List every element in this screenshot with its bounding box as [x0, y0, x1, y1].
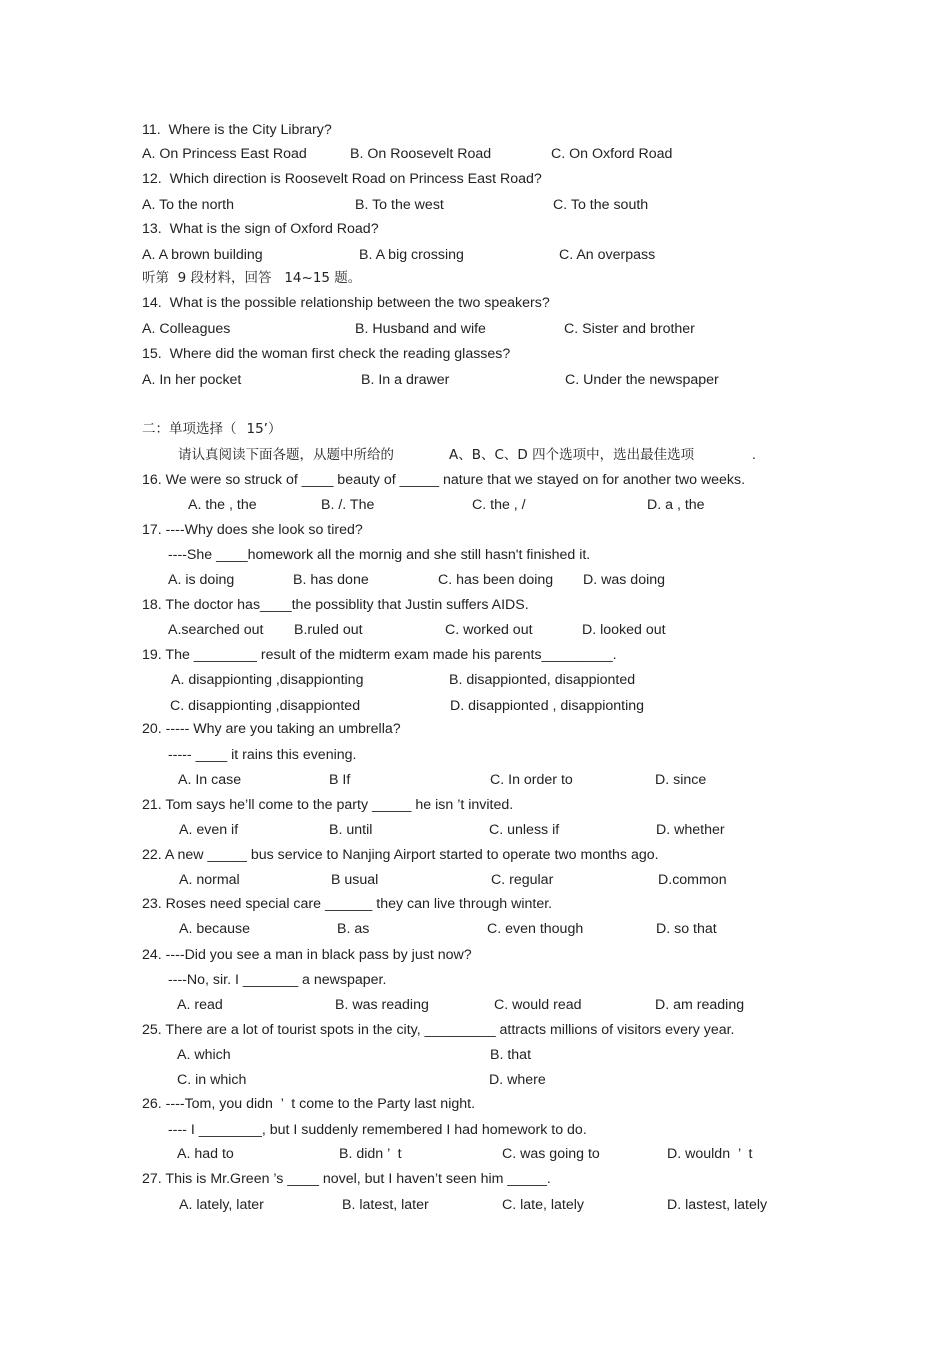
question-16-option-d: D. a , the — [647, 497, 705, 513]
question-15-option-b: B. In a drawer — [361, 372, 450, 388]
question-11-option-a: A. On Princess East Road — [142, 146, 307, 162]
question-13-stem: 13. What is the sign of Oxford Road? — [142, 221, 379, 237]
question-24-option-c: C. would read — [494, 997, 582, 1013]
question-20-option-b: B If — [329, 772, 351, 788]
question-20-option-c: C. In order to — [490, 772, 573, 788]
question-18-stem: 18. The doctor has____the possiblity that Justin suffers AIDS. — [142, 597, 529, 613]
part-2-heading-points: 15’） — [246, 421, 282, 437]
question-25-option-b: B. that — [490, 1047, 532, 1063]
question-12-option-c: C. To the south — [553, 197, 649, 213]
question-17-option-d: D. was doing — [583, 572, 666, 588]
question-22-option-b: B usual — [331, 872, 379, 888]
question-24-line-2: ----No, sir. I _______ a newspaper. — [168, 972, 387, 988]
question-18-option-c: C. worked out — [445, 622, 533, 638]
question-22-stem: 22. A new _____ bus service to Nanjing Airport started to operate two months ago. — [142, 847, 659, 863]
question-16-stem: 16. We were so struck of ____ beauty of _____ nature that we stayed on for another two weeks. — [142, 472, 746, 488]
question-20-line-2: ----- ____ it rains this evening. — [168, 747, 357, 763]
question-17-option-c: C. has been doing — [438, 572, 554, 588]
question-18-option-b: B.ruled out — [294, 622, 363, 638]
question-15-stem: 15. Where did the woman first check the reading glasses? — [142, 346, 511, 362]
question-26-line-2: ---- I ________, but I suddenly remembered I had homework to do. — [168, 1122, 587, 1138]
question-12-stem: 12. Which direction is Roosevelt Road on Princess East Road? — [142, 171, 542, 187]
part-2-heading — [142, 420, 281, 438]
question-19-stem: 19. The ________ result of the midterm exam made his parents_________. — [142, 647, 617, 663]
question-19-option-d: D. disappionted , disappionting — [450, 698, 645, 714]
question-24-option-b: B. was reading — [335, 997, 429, 1013]
part-2-instruction-2: A、B、C、D 四个选项中，选出最佳选项 — [449, 447, 695, 463]
question-27-option-c: C. late, lately — [502, 1197, 585, 1213]
question-22-option-c: C. regular — [491, 872, 554, 888]
question-15-option-c: C. Under the newspaper — [565, 372, 719, 388]
question-23-option-b: B. as — [337, 921, 370, 937]
question-13-option-c: C. An overpass — [559, 247, 656, 263]
question-16-option-c: C. the , / — [472, 497, 526, 513]
question-13-option-b: B. A big crossing — [359, 247, 464, 263]
question-23-option-c: C. even though — [487, 921, 584, 937]
question-14-option-b: B. Husband and wife — [355, 321, 486, 337]
question-18-option-a: A.searched out — [168, 622, 264, 638]
question-26-option-a: A. had to — [177, 1146, 234, 1162]
question-27-option-b: B. latest, later — [342, 1197, 429, 1213]
question-14-stem: 14. What is the possible relationship between the two speakers? — [142, 295, 550, 311]
question-24-option-d: D. am reading — [655, 997, 745, 1013]
question-18-option-d: D. looked out — [582, 622, 666, 638]
section-9-instruction: 听第 9 段材料，回答 14~15 题。 — [142, 270, 362, 286]
question-21-stem: 21. Tom says he’ll come to the party _____ he isn ’t invited. — [142, 797, 514, 813]
question-20-option-a: A. In case — [178, 772, 242, 788]
question-16-option-b: B. /. The — [321, 497, 375, 513]
question-15-option-a: A. In her pocket — [142, 372, 242, 388]
question-17-option-a: A. is doing — [168, 572, 235, 588]
question-26-option-c: C. was going to — [502, 1146, 600, 1162]
question-11-option-b: B. On Roosevelt Road — [350, 146, 492, 162]
question-13-option-a: A. A brown building — [142, 247, 263, 263]
question-19-option-c: C. disappionting ,disappionted — [170, 698, 361, 714]
question-22-option-d: D.common — [658, 872, 727, 888]
question-22-option-a: A. normal — [179, 872, 240, 888]
question-16-option-a: A. the , the — [188, 497, 257, 513]
part-2-instruction-3: . — [752, 447, 756, 463]
question-19-option-a: A. disappionting ,disappionting — [171, 672, 364, 688]
question-27-option-d: D. lastest, lately — [667, 1197, 768, 1213]
question-12-option-b: B. To the west — [355, 197, 444, 213]
question-21-option-a: A. even if — [179, 822, 239, 838]
question-24-option-a: A. read — [177, 997, 223, 1013]
question-21-option-b: B. until — [329, 822, 373, 838]
question-27-option-a: A. lately, later — [179, 1197, 264, 1213]
question-14-option-c: C. Sister and brother — [564, 321, 695, 337]
question-17-line-2: ----She ____homework all the mornig and she still hasn't finished it. — [168, 547, 591, 563]
part-2-instruction-1: 请认真阅读下面各题，从题中所给的 — [178, 447, 394, 463]
question-26-option-d: D. wouldn ’ t — [667, 1146, 753, 1162]
question-26-option-b: B. didn ’ t — [339, 1146, 402, 1162]
question-17-option-b: B. has done — [293, 572, 369, 588]
question-19-option-b: B. disappionted, disappionted — [449, 672, 636, 688]
question-24-stem: 24. ----Did you see a man in black pass by just now? — [142, 947, 472, 963]
question-21-option-c: C. unless if — [489, 822, 560, 838]
part-2-heading-label: 二：单项选择（ — [142, 421, 237, 437]
question-25-option-a: A. which — [177, 1047, 231, 1063]
question-11-stem: 11. Where is the City Library? — [142, 122, 332, 138]
question-12-option-a: A. To the north — [142, 197, 235, 213]
question-20-option-d: D. since — [655, 772, 707, 788]
question-25-option-c: C. in which — [177, 1072, 247, 1088]
question-17-stem: 17. ----Why does she look so tired? — [142, 522, 363, 538]
question-23-option-d: D. so that — [656, 921, 717, 937]
question-23-stem: 23. Roses need special care ______ they can live through winter. — [142, 896, 553, 912]
question-20-stem: 20. ----- Why are you taking an umbrella? — [142, 721, 401, 737]
question-14-option-a: A. Colleagues — [142, 321, 231, 337]
question-23-option-a: A. because — [179, 921, 250, 937]
question-27-stem: 27. This is Mr.Green ’s ____ novel, but I haven’t seen him _____. — [142, 1171, 551, 1187]
question-11-option-c: C. On Oxford Road — [551, 146, 673, 162]
question-26-stem: 26. ----Tom, you didn ’ t come to the Party last night. — [142, 1096, 476, 1112]
question-25-stem: 25. There are a lot of tourist spots in the city, _________ attracts millions of visitors every year. — [142, 1022, 735, 1038]
question-25-option-d: D. where — [489, 1072, 546, 1088]
question-21-option-d: D. whether — [656, 822, 725, 838]
